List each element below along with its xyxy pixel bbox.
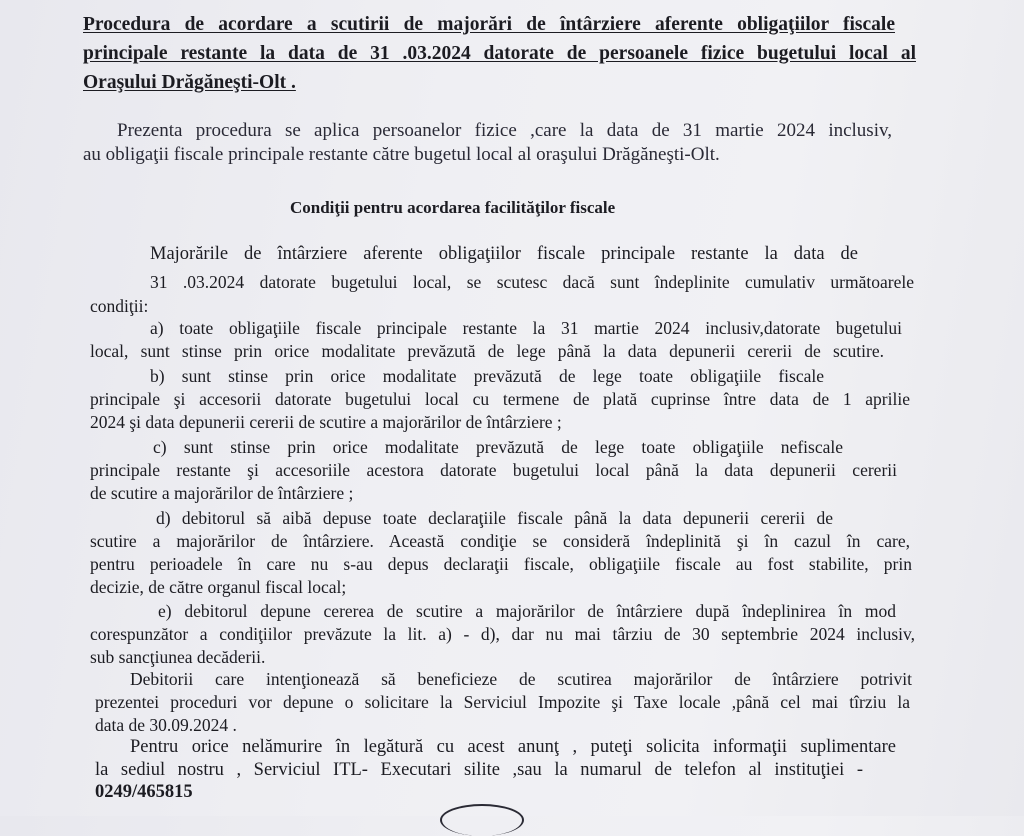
intro-line-1: Prezenta procedura se aplica persoanelor fizice ,care la data de 31 martie 2024 inclusiv,	[117, 120, 892, 141]
title-line-1: Procedura de acordare a scutirii de majorări de întârziere aferente obligaţiilor fiscale	[83, 14, 895, 35]
contact-line-1: Pentru orice nelămurire în legătură cu acest anunţ , puteţi solicita informaţii suplimentare	[130, 737, 896, 757]
item-a-line-1: a) toate obligaţiile fiscale principale restante la 31 martie 2024 inclusiv,datorate bugetului	[150, 318, 902, 338]
item-c-line-2: principale restante şi accesoriile acestora datorate bugetului local până la data depunerii cererii	[90, 460, 897, 480]
section-heading: Condiţii pentru acordarea facilităţilor fiscale	[290, 198, 616, 217]
contact-phone: 0249/465815	[95, 782, 193, 802]
item-d-line-3: pentru perioadele în care nu s-au depus declaraţii fiscale, obligaţiile fiscale au fost stabilite, prin	[90, 554, 912, 574]
item-d-line-2: scutire a majorărilor de întârziere. Această condiţie se consideră îndeplinită şi în cazul în care,	[90, 531, 910, 551]
title-line-2: principale restante la data de 31 .03.2024 datorate de persoanele fizice bugetului local al	[83, 43, 916, 64]
contact-line-2: la sediul nostru , Serviciul ITL- Executari silite ,sau la numarul de telefon al instituţiei -	[95, 760, 863, 780]
stamp-seal-edge	[440, 804, 524, 836]
item-c-line-1: c) sunt stinse prin orice modalitate prevăzută de lege toate obligaţiile nefiscale	[153, 437, 843, 457]
item-b-line-3: 2024 şi data depunerii cererii de scutire a majorărilor de întârziere ;	[90, 412, 562, 432]
item-a-line-2: local, sunt stinse prin orice modalitate prevăzută de lege până la data depunerii cererii de scutire.	[90, 341, 884, 361]
debtors-line-3: data de 30.09.2024 .	[95, 715, 237, 735]
item-d-line-4: decizie, de către organul fiscal local;	[90, 577, 347, 597]
item-e-line-1: e) debitorul depune cererea de scutire a majorărilor de întârziere după îndeplinirea în mod	[158, 601, 896, 621]
item-c-line-3: de scutire a majorărilor de întârziere ;	[90, 483, 354, 503]
para-line-1: Majorările de întârziere aferente obligaţiilor fiscale principale restante la data de	[150, 244, 858, 264]
item-e-line-3: sub sancţiunea decăderii.	[90, 647, 266, 667]
intro-line-2: au obligaţii fiscale principale restante către bugetul local al oraşului Drăgăneşti-Olt.	[83, 144, 720, 165]
debtors-line-1: Debitorii care intenţionează să beneficieze de scutirea majorărilor de întârziere potrivit	[130, 669, 912, 689]
item-d-line-1: d) debitorul să aibă depuse toate declaraţiile fiscale până la data depunerii cererii de	[156, 508, 833, 528]
para-line-2: 31 .03.2024 datorate bugetului local, se scutesc dacă sunt îndeplinite cumulativ următoarele	[150, 272, 914, 292]
item-b-line-2: principale şi accesorii datorate bugetului local cu termene de plată cuprinse între data de 1 aprilie	[90, 389, 910, 409]
item-b-line-1: b) sunt stinse prin orice modalitate prevăzută de lege toate obligaţiile fiscale	[150, 366, 824, 386]
debtors-line-2: prezentei proceduri vor depune o solicitare la Serviciul Impozite şi Taxe locale ,până cel mai tîrziu la	[95, 692, 910, 712]
item-e-line-2: corespunzător a condiţiilor prevăzute la lit. a) - d), dar nu mai târziu de 30 septembrie 2024 inclusiv,	[90, 624, 915, 644]
para-line-3: condiţii:	[90, 296, 149, 316]
title-line-3: Oraşului Drăgăneşti-Olt .	[83, 72, 296, 93]
